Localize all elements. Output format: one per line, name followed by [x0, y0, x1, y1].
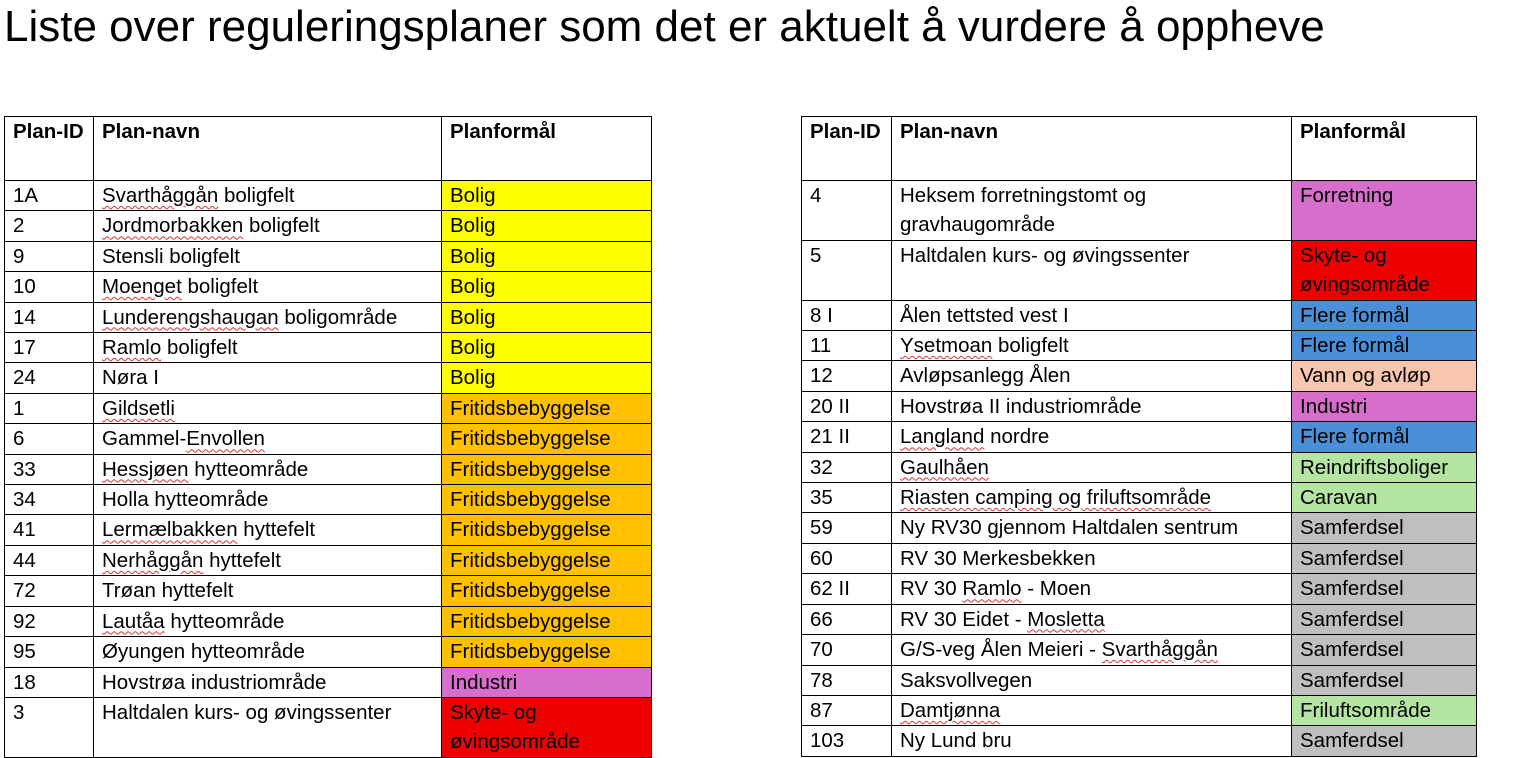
plan-name-cell	[94, 667, 442, 697]
plan-name-text: boligfelt	[181, 275, 259, 299]
table-row	[802, 452, 1477, 482]
table-header-row	[5, 117, 652, 181]
table-row	[5, 637, 652, 667]
table-row	[5, 241, 652, 271]
spellcheck-marked-text: Lautåa	[102, 609, 165, 633]
plan-id-cell: 4	[802, 181, 892, 241]
plan-name-cell	[892, 361, 1292, 391]
plan-id-cell: 59	[802, 513, 892, 543]
plan-name-text: Stensli boligfelt	[102, 244, 240, 268]
plan-name-cell	[892, 604, 1292, 634]
table-row	[802, 513, 1477, 543]
plan-id-cell: 18	[5, 667, 94, 697]
plan-name-cell	[892, 391, 1292, 421]
plan-purpose-cell: Samferdsel	[1292, 665, 1477, 695]
plan-name-cell	[892, 300, 1292, 330]
plan-id-cell: 8 I	[802, 300, 892, 330]
plan-name-cell	[94, 272, 442, 302]
plan-purpose-cell: Caravan	[1292, 483, 1477, 513]
plan-purpose-cell: Fritidsbebyggelse	[442, 485, 652, 515]
plan-purpose-cell: Samferdsel	[1292, 574, 1477, 604]
plan-purpose-cell: Samferdsel	[1292, 635, 1477, 665]
spellcheck-marked-text: Lunderengshaugan	[102, 305, 279, 329]
plan-id-cell: 1	[5, 393, 94, 423]
spellcheck-marked-text: Moenget	[102, 275, 182, 299]
spellcheck-marked-text: Envollen	[186, 427, 265, 451]
table-row	[802, 574, 1477, 604]
header-plan-name: Plan-navn	[94, 117, 442, 181]
plan-name-cell	[892, 483, 1292, 513]
header-plan-id: Plan-ID	[5, 117, 94, 181]
plan-id-cell: 60	[802, 543, 892, 573]
table-row	[5, 485, 652, 515]
plan-id-cell: 34	[5, 485, 94, 515]
plan-name-cell	[94, 637, 442, 667]
header-plan-purpose: Planformål	[442, 117, 652, 181]
table-row	[5, 515, 652, 545]
plan-id-cell: 87	[802, 695, 892, 725]
plan-table-left-body	[5, 181, 652, 758]
table-row	[5, 424, 652, 454]
table-row	[802, 543, 1477, 573]
plan-purpose-cell: Bolig	[442, 333, 652, 363]
plan-name-text: Øyungen hytteområde	[102, 640, 305, 664]
plan-id-cell: 14	[5, 302, 94, 332]
plan-purpose-cell: Fritidsbebyggelse	[442, 393, 652, 423]
plan-purpose-cell: Fritidsbebyggelse	[442, 576, 652, 606]
spellcheck-marked-text: Ramlo	[962, 577, 1022, 601]
spellcheck-marked-text: Lermælbakken	[102, 518, 238, 542]
table-row	[5, 393, 652, 423]
plan-id-cell: 33	[5, 454, 94, 484]
plan-name-text: Haltdalen kurs- og øvingssenter	[900, 243, 1190, 267]
plan-name-text: Nøra I	[102, 366, 159, 390]
plan-id-cell: 66	[802, 604, 892, 634]
table-row	[5, 545, 652, 575]
plan-id-cell: 78	[802, 665, 892, 695]
table-row	[802, 665, 1477, 695]
plan-id-cell: 17	[5, 333, 94, 363]
table-row	[802, 483, 1477, 513]
plan-id-cell: 12	[802, 361, 892, 391]
table-row	[5, 606, 652, 636]
plan-table-right	[801, 116, 1477, 757]
plan-name-text: boligområde	[278, 305, 398, 329]
plan-name-text: Hovstrøa industriområde	[102, 670, 327, 694]
plan-name-text: Ny RV30 gjennom Haltdalen sentrum	[900, 516, 1239, 540]
table-row	[802, 391, 1477, 421]
plan-purpose-cell: Samferdsel	[1292, 604, 1477, 634]
plan-id-cell: 11	[802, 331, 892, 361]
table-row	[802, 300, 1477, 330]
plan-purpose-cell: Vann og avløp	[1292, 361, 1477, 391]
plan-name-text: Trøan hyttefelt	[102, 579, 234, 603]
plan-name-cell	[94, 363, 442, 393]
plan-name-text: boligfelt	[243, 214, 320, 238]
plan-name-cell	[94, 454, 442, 484]
plan-purpose-cell: Fritidsbebyggelse	[442, 637, 652, 667]
plan-id-cell: 6	[5, 424, 94, 454]
plan-id-cell: 44	[5, 545, 94, 575]
plan-name-text: hytteområde	[188, 457, 309, 481]
plan-id-cell: 1A	[5, 181, 94, 211]
plan-id-cell: 3	[5, 697, 94, 757]
plan-purpose-cell: Friluftsområde	[1292, 695, 1477, 725]
plan-name-text: boligfelt	[161, 336, 238, 360]
plan-purpose-cell: Bolig	[442, 272, 652, 302]
table-row	[5, 363, 652, 393]
plan-name-cell	[892, 726, 1292, 756]
plan-name-cell	[892, 452, 1292, 482]
plan-name-cell	[94, 211, 442, 241]
plan-purpose-cell: Skyte- og øvingsområde	[442, 697, 652, 757]
plan-purpose-cell: Industri	[442, 667, 652, 697]
plan-name-cell	[94, 545, 442, 575]
plan-id-cell: 70	[802, 635, 892, 665]
plan-id-cell: 9	[5, 241, 94, 271]
table-row	[802, 331, 1477, 361]
plan-id-cell: 35	[802, 483, 892, 513]
plan-name-cell	[94, 485, 442, 515]
table-row	[5, 302, 652, 332]
plan-name-text: Hovstrøa II industriområde	[900, 394, 1142, 418]
spellcheck-marked-text: Langland	[900, 425, 985, 449]
page-title: Liste over reguleringsplaner som det er aktuelt å vurdere å oppheve	[4, 2, 1325, 51]
plan-name-text: hytteområde	[164, 609, 285, 633]
plan-name-text: Holla hytteområde	[102, 488, 269, 512]
plan-purpose-cell: Forretning	[1292, 181, 1477, 241]
spellcheck-marked-text: Gaulhåen	[900, 455, 989, 479]
plan-purpose-cell: Fritidsbebyggelse	[442, 454, 652, 484]
spellcheck-marked-text: Svarthåggån	[1101, 638, 1218, 662]
plan-id-cell: 62 II	[802, 574, 892, 604]
plan-id-cell: 2	[5, 211, 94, 241]
plan-name-text: nordre	[984, 425, 1050, 449]
table-row	[5, 697, 652, 757]
plan-id-cell: 41	[5, 515, 94, 545]
plan-name-cell	[892, 240, 1292, 300]
plan-name-cell	[94, 393, 442, 423]
plan-name-cell	[892, 543, 1292, 573]
plan-id-cell: 10	[5, 272, 94, 302]
spellcheck-marked-text: Damtjønna	[900, 698, 1001, 722]
plan-name-cell	[892, 513, 1292, 543]
spellcheck-marked-text: Nerhåggån	[102, 548, 204, 572]
plan-name-cell	[94, 697, 442, 757]
table-row	[5, 333, 652, 363]
table-row	[802, 695, 1477, 725]
plan-name-cell	[892, 331, 1292, 361]
plan-name-text: Gammel-	[102, 427, 187, 451]
plan-id-cell: 92	[5, 606, 94, 636]
plan-purpose-cell: Skyte- og øvingsområde	[1292, 240, 1477, 300]
plan-purpose-cell: Bolig	[442, 211, 652, 241]
plan-id-cell: 24	[5, 363, 94, 393]
plan-name-text: Heksem forretningstomt og gravhaugområde	[900, 184, 1147, 237]
plan-purpose-cell: Flere formål	[1292, 331, 1477, 361]
plan-name-text: Avløpsanlegg Ålen	[900, 364, 1071, 388]
plan-purpose-cell: Flere formål	[1292, 422, 1477, 452]
table-row	[802, 635, 1477, 665]
table-row	[5, 667, 652, 697]
plan-purpose-cell: Samferdsel	[1292, 513, 1477, 543]
plan-name-text: G/S-veg Ålen Meieri -	[900, 638, 1102, 662]
spellcheck-marked-text: Mosletta	[1027, 607, 1105, 631]
plan-purpose-cell: Samferdsel	[1292, 543, 1477, 573]
table-row	[802, 726, 1477, 756]
spellcheck-marked-text: Hessjøen	[102, 457, 189, 481]
plan-name-text: RV 30 Eidet -	[900, 607, 1028, 631]
header-plan-name: Plan-navn	[892, 117, 1292, 181]
plan-name-text: boligfelt	[992, 334, 1069, 358]
table-row	[802, 361, 1477, 391]
plan-name-text: RV 30 Merkesbekken	[900, 546, 1096, 570]
plan-name-cell	[892, 665, 1292, 695]
plan-name-cell	[94, 333, 442, 363]
spellcheck-marked-text: Jordmorbakken	[102, 214, 244, 238]
plan-name-text: Haltdalen kurs- og øvingssenter	[102, 700, 392, 724]
plan-purpose-cell: Bolig	[442, 302, 652, 332]
plan-purpose-cell: Reindriftsboliger	[1292, 452, 1477, 482]
plan-name-text: boligfelt	[218, 184, 295, 207]
plan-purpose-cell: Industri	[1292, 391, 1477, 421]
plan-name-cell	[892, 635, 1292, 665]
plan-id-cell: 5	[802, 240, 892, 300]
plan-name-cell	[94, 515, 442, 545]
plan-name-cell	[892, 422, 1292, 452]
plan-purpose-cell: Fritidsbebyggelse	[442, 545, 652, 575]
spellcheck-marked-text: Svarthåggån	[102, 184, 219, 207]
plan-purpose-cell: Fritidsbebyggelse	[442, 424, 652, 454]
table-row	[5, 181, 652, 211]
plan-purpose-cell: Bolig	[442, 241, 652, 271]
plan-name-text: Ny Lund bru	[900, 729, 1012, 753]
plan-purpose-cell: Bolig	[442, 363, 652, 393]
table-row	[802, 422, 1477, 452]
table-row	[5, 576, 652, 606]
plan-purpose-cell: Flere formål	[1292, 300, 1477, 330]
plan-name-cell	[94, 606, 442, 636]
plan-id-cell: 103	[802, 726, 892, 756]
plan-name-text: RV 30	[900, 577, 963, 601]
table-header-row	[802, 117, 1477, 181]
plan-name-cell	[892, 181, 1292, 241]
plan-name-cell	[892, 695, 1292, 725]
plan-purpose-cell: Bolig	[442, 181, 652, 211]
plan-name-cell	[94, 181, 442, 211]
plan-name-text: Ålen tettsted vest I	[900, 303, 1069, 327]
plan-id-cell: 21 II	[802, 422, 892, 452]
plan-purpose-cell: Fritidsbebyggelse	[442, 515, 652, 545]
plan-id-cell: 20 II	[802, 391, 892, 421]
table-row	[802, 181, 1477, 241]
header-plan-id: Plan-ID	[802, 117, 892, 181]
plan-purpose-cell: Samferdsel	[1292, 726, 1477, 756]
plan-name-text: hyttefelt	[237, 518, 316, 542]
plan-name-text: Saksvollvegen	[900, 668, 1033, 692]
header-plan-purpose: Planformål	[1292, 117, 1477, 181]
table-row	[802, 604, 1477, 634]
table-row	[5, 272, 652, 302]
plan-name-cell	[94, 576, 442, 606]
plan-id-cell: 32	[802, 452, 892, 482]
plan-name-cell	[892, 574, 1292, 604]
plan-table-right-body	[802, 181, 1477, 757]
plan-id-cell: 72	[5, 576, 94, 606]
spellcheck-marked-text: Gildsetli	[102, 396, 175, 420]
spellcheck-marked-text: Riasten camping og friluftsområde	[900, 486, 1212, 510]
spellcheck-marked-text: Ysetmoan	[900, 334, 993, 358]
plan-purpose-cell: Fritidsbebyggelse	[442, 606, 652, 636]
plan-name-text: hyttefelt	[203, 548, 281, 572]
plan-table-left	[4, 116, 652, 758]
plan-name-cell	[94, 424, 442, 454]
table-row	[5, 211, 652, 241]
plan-name-cell	[94, 302, 442, 332]
plan-name-text: - Moen	[1021, 577, 1092, 601]
spellcheck-marked-text: Ramlo	[102, 336, 162, 360]
table-row	[802, 240, 1477, 300]
plan-id-cell: 95	[5, 637, 94, 667]
plan-name-cell	[94, 241, 442, 271]
table-row	[5, 454, 652, 484]
